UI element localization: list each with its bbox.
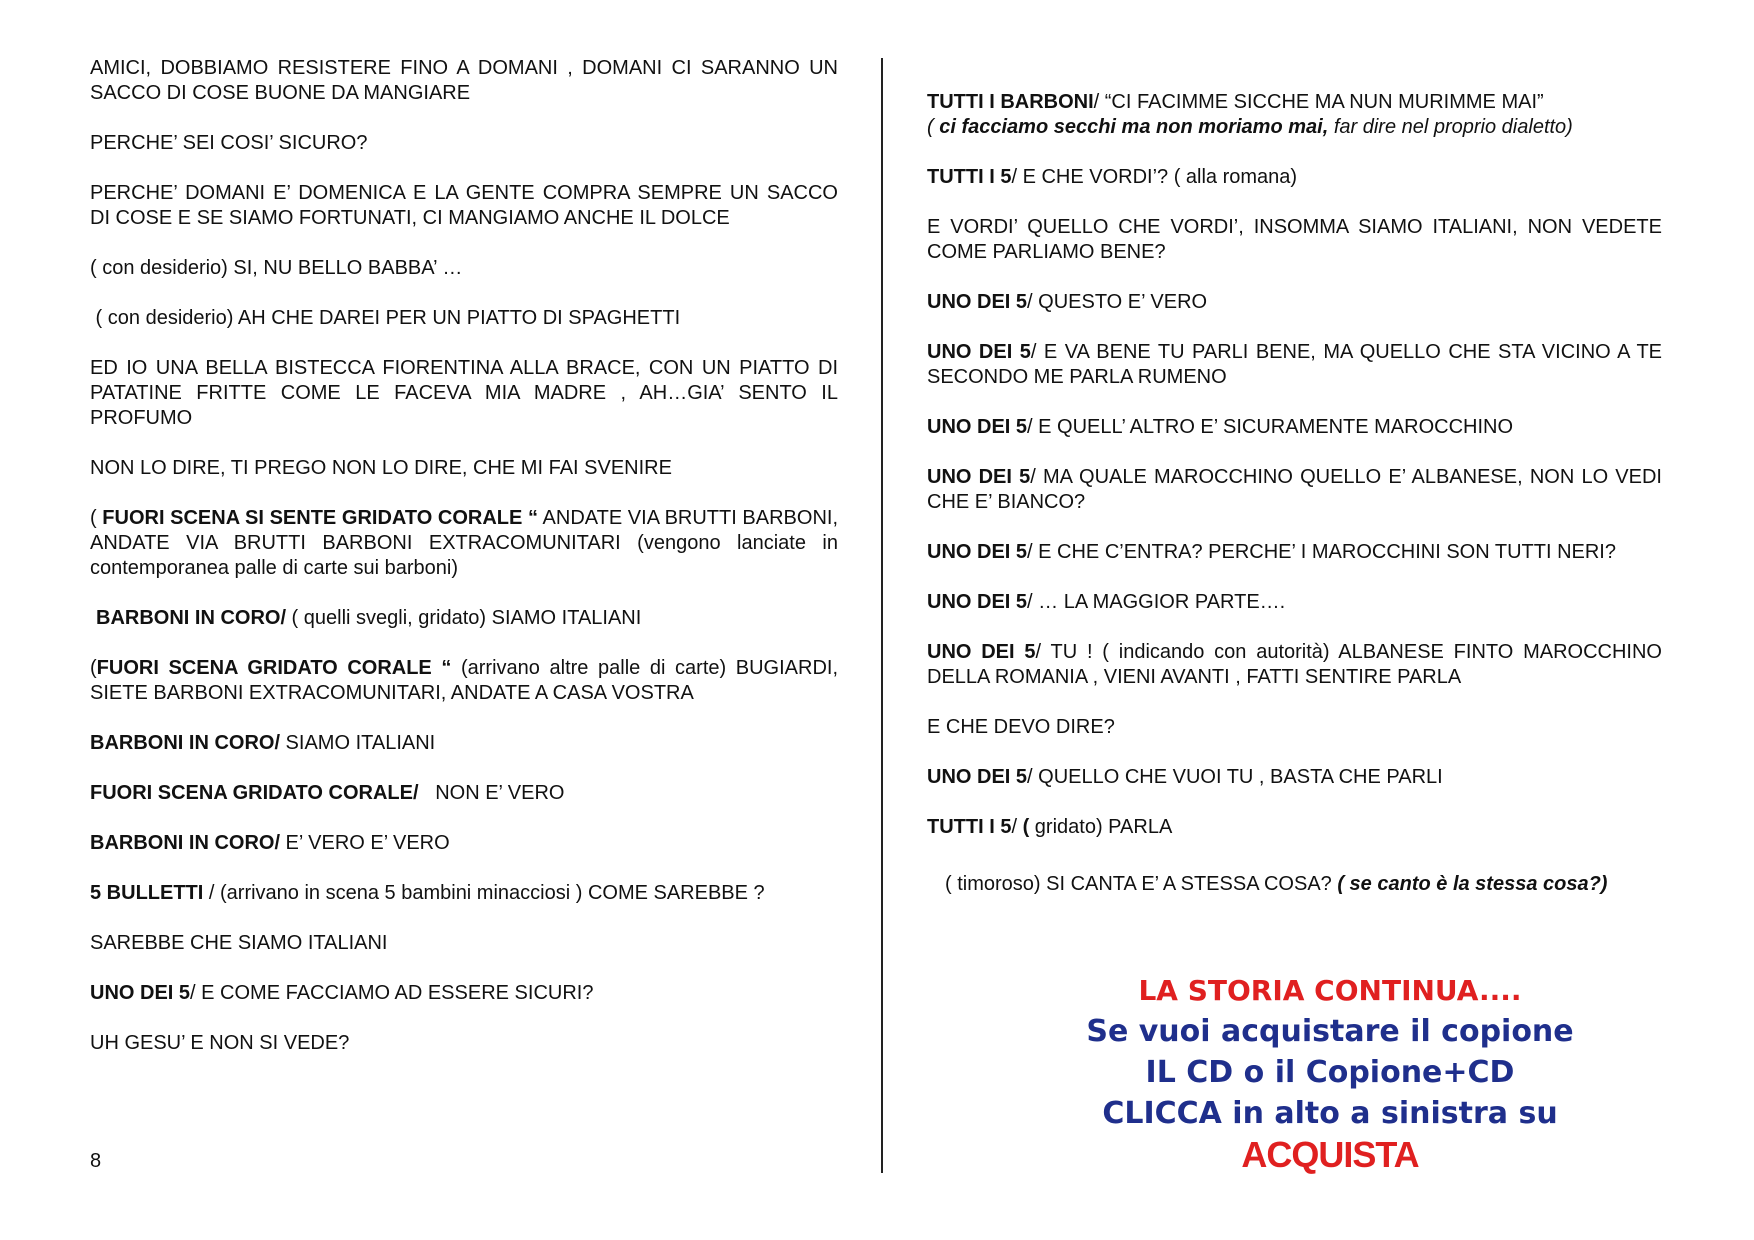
- dialogue-line: [927, 540, 1662, 565]
- line-text: / E VA BENE TU PARLI BENE, MA QUELLO CHE STA VICINO A TE SECONDO ME PARLA RUMENO: [927, 341, 1662, 388]
- dialogue-line: [927, 590, 1662, 615]
- line-text: / TU ! ( indicando con autorità) ALBANESE FINTO MAROCCHINO DELLA ROMANIA , VIENI AVANTI , FATTI SENTIRE PARLA: [927, 641, 1662, 688]
- dialogue-line: [90, 606, 838, 631]
- speaker-label: UNO DEI 5: [927, 466, 1031, 488]
- line-text: ANDATE VIA BRUTTI BARBONI, ANDATE VIA BRUTTI BARBONI EXTRACOMUNITARI (vengono lanciate in contemporanea palle di carte sui barboni): [90, 507, 839, 579]
- dialogue-line: ( con desiderio) SI, NU BELLO BABBA’ …: [90, 257, 463, 279]
- speaker-label: UNO DEI 5: [927, 416, 1028, 438]
- dialogue-line: UH GESU’ E NON SI VEDE?: [90, 1032, 350, 1054]
- line-text: /: [1011, 816, 1023, 838]
- speaker-label: FUORI SCENA GRIDATO CORALE “: [96, 657, 452, 679]
- speaker-label: BARBONI IN CORO/: [90, 832, 280, 854]
- dialogue-line: ( con desiderio) AH CHE DAREI PER UN PIATTO DI SPAGHETTI: [90, 307, 681, 329]
- line-text: SIAMO ITALIANI: [280, 732, 436, 754]
- page-number: 8: [90, 1150, 102, 1172]
- promo-line: CLICCA in alto a sinistra su: [1102, 1096, 1558, 1131]
- line-text: gridato) PARLA: [1029, 816, 1173, 838]
- line-text: / … LA MAGGIOR PARTE….: [1027, 591, 1286, 613]
- line-text: / “CI FACIMME SICCHE MA NUN MURIMME MAI”: [1093, 91, 1544, 113]
- speaker-label: BARBONI IN CORO/: [96, 607, 286, 629]
- dialogue-line: NON LO DIRE, TI PREGO NON LO DIRE, CHE MI FAI SVENIRE: [90, 457, 672, 479]
- line-text: NON E’ VERO: [418, 782, 565, 804]
- speaker-label: UNO DEI 5: [927, 291, 1028, 313]
- translation-text: ( se canto è la stessa cosa?): [1337, 873, 1608, 895]
- speaker-label: TUTTI I 5: [927, 816, 1012, 838]
- dialogue-line: [927, 465, 1662, 515]
- speaker-label: TUTTI I BARBONI: [927, 91, 1094, 113]
- dialogue-line: [927, 872, 1662, 897]
- speaker-label: BARBONI IN CORO/: [90, 732, 280, 754]
- dialogue-line: E CHE DEVO DIRE?: [927, 716, 1115, 738]
- line-text: / E CHE VORDI’? ( alla romana): [1011, 166, 1298, 188]
- dialogue-line: [90, 506, 838, 581]
- dialogue-line: [927, 765, 1662, 790]
- line-text: / E QUELL’ ALTRO E’ SICURAMENTE MAROCCHINO: [1027, 416, 1514, 438]
- speaker-label: 5 BULLETTI: [90, 882, 204, 904]
- left-column: [90, 56, 838, 1081]
- line-text: / QUELLO CHE VUOI TU , BASTA CHE PARLI: [1027, 766, 1443, 788]
- dialogue-line: [90, 781, 838, 806]
- purchase-promo: [1010, 970, 1650, 1175]
- dialogue-line: [927, 640, 1662, 690]
- speaker-label: UNO DEI 5: [90, 982, 191, 1004]
- speaker-label: UNO DEI 5: [927, 641, 1036, 663]
- column-divider: [881, 58, 883, 1173]
- dialogue-line: [927, 815, 1662, 840]
- stage-text: (: [90, 657, 97, 679]
- stage-text: (: [90, 507, 103, 529]
- dialogue-line: SAREBBE CHE SIAMO ITALIANI: [90, 932, 388, 954]
- promo-line: Se vuoi acquistare il copione: [1086, 1014, 1574, 1049]
- line-text: E’ VERO E’ VERO: [280, 832, 450, 854]
- dialogue-line: [90, 831, 838, 856]
- speaker-label: FUORI SCENA SI SENTE GRIDATO CORALE “: [102, 507, 538, 529]
- line-text: / QUESTO E’ VERO: [1027, 291, 1208, 313]
- speaker-label: UNO DEI 5: [927, 341, 1031, 363]
- dialogue-line: AMICI, DOBBIAMO RESISTERE FINO A DOMANI , DOMANI CI SARANNO UN SACCO DI COSE BUONE DA MANGIARE: [90, 57, 838, 104]
- acquista-link[interactable]: ACQUISTA: [1241, 1134, 1419, 1175]
- dialogue-line: PERCHE’ DOMANI E’ DOMENICA E LA GENTE COMPRA SEMPRE UN SACCO DI COSE E SE SIAMO FORTUNATI, CI MANGIAMO ANCHE IL DOLCE: [90, 182, 838, 229]
- line-text: ( timoroso) SI CANTA E’ A STESSA COSA?: [945, 873, 1338, 895]
- dialogue-line: [927, 165, 1662, 190]
- line-text: / E CHE C’ENTRA? PERCHE’ I MAROCCHINI SON TUTTI NERI?: [1027, 541, 1616, 563]
- promo-line: IL CD o il Copione+CD: [1145, 1055, 1515, 1090]
- speaker-label: UNO DEI 5: [927, 766, 1028, 788]
- dialogue-line: [90, 731, 838, 756]
- dialogue-line: [927, 340, 1662, 390]
- dialogue-line: ED IO UNA BELLA BISTECCA FIORENTINA ALLA BRACE, CON UN PIATTO DI PATATINE FRITTE COME LE FACEVA MIA MADRE , AH…GIA’ SENTO IL PROFUMO: [90, 357, 838, 429]
- stage-text: far dire nel proprio dialetto): [1328, 116, 1573, 138]
- dialogue-line: PERCHE’ SEI COSI’ SICURO?: [90, 132, 368, 154]
- line-text: / (arrivano in scena 5 bambini minacciosi ) COME SAREBBE ?: [203, 882, 765, 904]
- dialogue-line: [927, 290, 1662, 315]
- line-text: (arrivano altre palle di carte) BUGIARDI, SIETE BARBONI EXTRACOMUNITARI, ANDATE A CASA VOSTRA: [90, 657, 839, 704]
- dialogue-line: [90, 656, 838, 706]
- dialogue-line: E VORDI’ QUELLO CHE VORDI’, INSOMMA SIAMO ITALIANI, NON VEDETE COME PARLIAMO BENE?: [927, 216, 1662, 263]
- dialogue-line: [927, 415, 1662, 440]
- dialogue-line: [90, 881, 838, 906]
- speaker-label: TUTTI I 5: [927, 166, 1012, 188]
- paren-mark: (: [1022, 816, 1030, 838]
- right-column: [927, 90, 1662, 922]
- speaker-label: FUORI SCENA GRIDATO CORALE/: [90, 782, 419, 804]
- translation-text: ci facciamo secchi ma non moriamo mai,: [939, 116, 1329, 138]
- stage-text: (: [927, 116, 940, 138]
- line-text: / MA QUALE MAROCCHINO QUELLO E’ ALBANESE, NON LO VEDI CHE E’ BIANCO?: [927, 466, 1662, 513]
- line-text: ( quelli svegli, gridato) SIAMO ITALIANI: [286, 607, 642, 629]
- dialogue-line: [927, 90, 1662, 140]
- dialogue-line: [90, 981, 838, 1006]
- promo-headline: LA STORIA CONTINUA....: [1138, 974, 1522, 1007]
- speaker-label: UNO DEI 5: [927, 541, 1028, 563]
- line-text: / E COME FACCIAMO AD ESSERE SICURI?: [190, 982, 594, 1004]
- speaker-label: UNO DEI 5: [927, 591, 1028, 613]
